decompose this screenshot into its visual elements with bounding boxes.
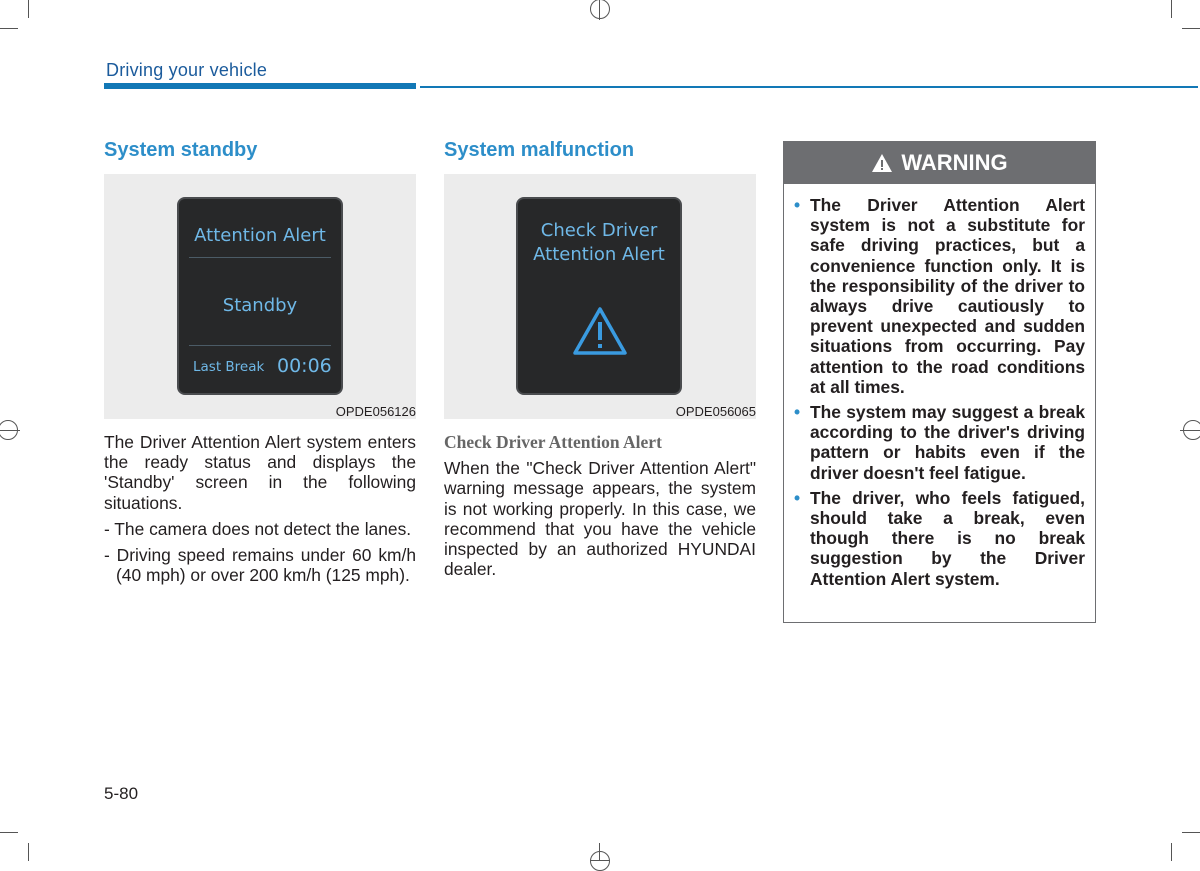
cluster-display <box>177 197 343 395</box>
crop-mark <box>28 0 29 18</box>
bullet-icon: • <box>794 402 801 423</box>
registration-mark <box>1180 430 1200 431</box>
standby-body <box>104 432 416 591</box>
heading-system-malfunction: System malfunction <box>444 139 635 161</box>
warning-box <box>783 141 1096 623</box>
registration-mark <box>599 0 600 20</box>
warning-list <box>784 184 1095 589</box>
malfunction-paragraph: When the "Check Driver Attention Alert" warning message appears, the system is not working properly. In this case, we recommend that you have the vehicle inspected by an authorized HYUNDAI dealer. <box>444 458 756 580</box>
last-break-time: 00:06 <box>277 355 332 377</box>
standby-paragraph: The Driver Attention Alert system enters the ready status and displays the 'Standby' screen in the following situations. <box>104 432 416 513</box>
registration-mark <box>590 851 610 871</box>
crop-mark <box>1171 843 1172 861</box>
bullet-icon: • <box>794 195 801 215</box>
crop-mark <box>28 843 29 861</box>
screen-line2: Attention Alert <box>533 244 665 265</box>
warning-item: • The Driver Attention Alert system is not a substitute for safe driving practices, but a convenience function only. It is the responsibility of the driver to always drive cautiously to prevent unexpected and sudden situations from occurring. Pay attention to the road conditions at all times. <box>794 195 1085 397</box>
standby-figure <box>104 174 416 419</box>
crop-mark <box>1171 0 1172 18</box>
header-rule <box>104 83 416 89</box>
condition-item: - The camera does not detect the lanes. <box>104 518 412 539</box>
condition-item: - Driving speed remains under 60 km/h (40 mph) or over 200 km/h (125 mph). <box>104 545 416 586</box>
screen-status: Standby <box>222 295 298 316</box>
warning-icon <box>871 153 893 173</box>
crop-mark <box>0 832 18 833</box>
crop-mark <box>1182 832 1200 833</box>
screen-title: Attention Alert <box>194 225 326 246</box>
malfunction-figure <box>444 174 756 419</box>
warning-item: • The system may suggest a break according to the driver's driving pattern or habits even if the driver doesn't feel fatigue. <box>794 402 1085 483</box>
header-rule <box>420 86 1198 88</box>
warning-header <box>784 142 1095 184</box>
registration-mark <box>0 430 20 431</box>
screen-divider <box>189 345 331 346</box>
warning-item: • The driver, who feels fatigued, should take a break, even though there is no break suggestion by the Driver Attention Alert system. <box>794 487 1085 589</box>
screen-divider <box>189 257 331 258</box>
bullet-icon: • <box>794 487 801 508</box>
crop-mark <box>1182 28 1200 29</box>
heading-system-standby: System standby <box>104 139 258 161</box>
figure-code: OPDE056126 <box>335 404 416 419</box>
registration-mark <box>590 0 610 19</box>
page-number: 5-80 <box>104 784 139 803</box>
warning-title: WARNING <box>901 150 1008 175</box>
warning-triangle-icon <box>571 305 629 357</box>
screen-line1: Check Driver <box>540 220 658 241</box>
malfunction-body <box>444 432 756 585</box>
cluster-display <box>516 197 682 395</box>
figure-code: OPDE056065 <box>675 404 756 419</box>
section-title: Driving your vehicle <box>106 60 268 80</box>
last-break-label: Last Break <box>193 359 265 375</box>
malfunction-subheading: Check Driver Attention Alert <box>444 432 662 452</box>
crop-mark <box>0 28 18 29</box>
registration-mark <box>599 843 600 861</box>
